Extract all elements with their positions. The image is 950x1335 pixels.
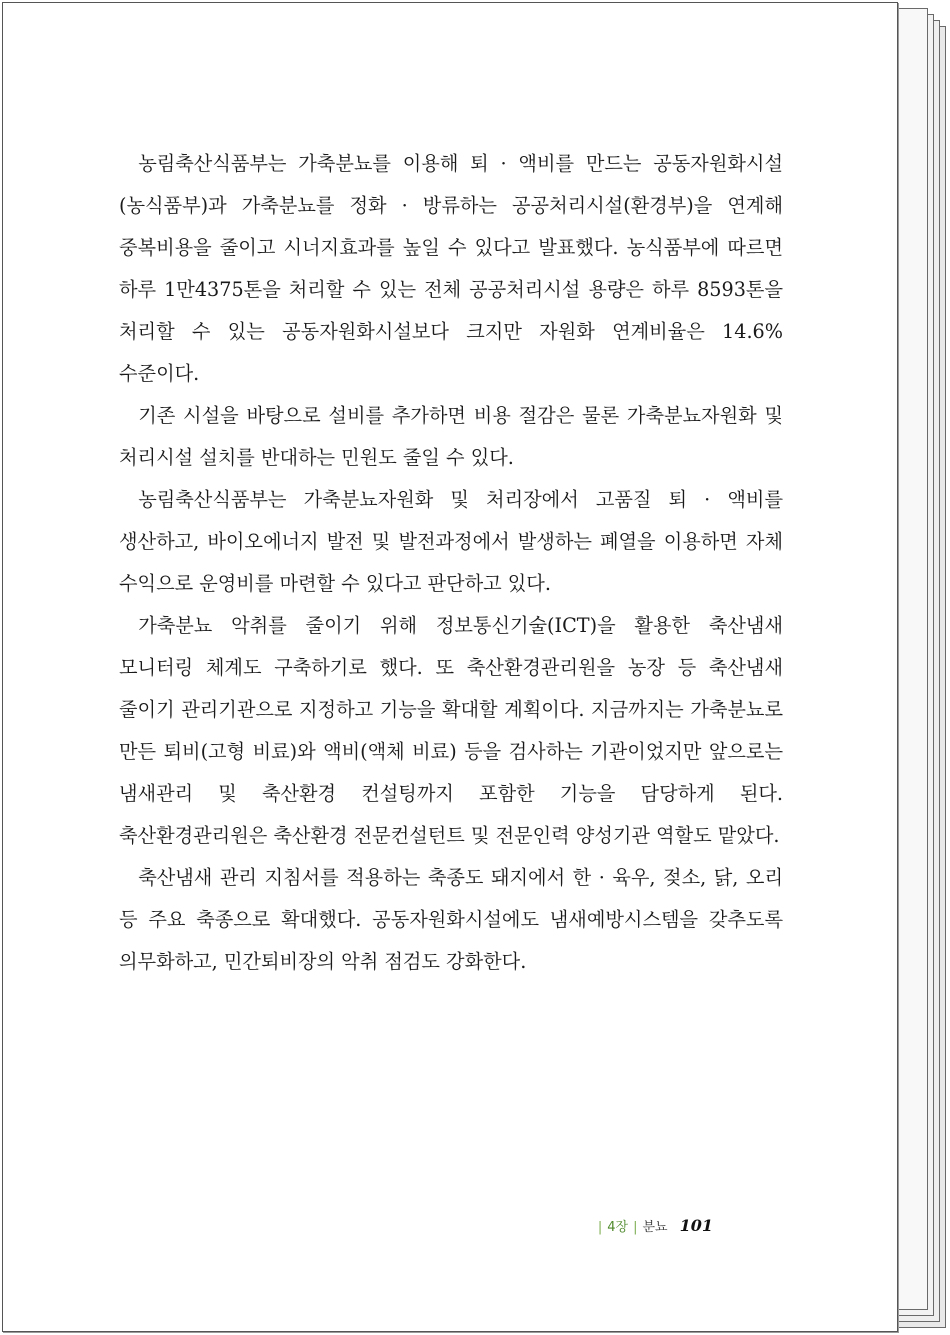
footer-section: 분뇨 <box>642 1220 668 1235</box>
page-number: 101 <box>679 1216 713 1235</box>
footer-divider: | <box>597 1220 603 1235</box>
book-page <box>2 2 898 1332</box>
page-body <box>119 143 783 983</box>
paragraph: 농림축산식품부는 가축분뇨를 이용해 퇴 · 액비를 만드는 공동자원화시설(농식품부)과 가축분뇨를 정화 · 방류하는 공공처리시설(환경부)을 연계해 중복비용을 줄이고 시너지효과를 높일 수 있다고 발표했다. 농식품부에 따르면 하루 1만4375톤을 처리할 수 있는 전체 공공처리시설 용량은 하루 8593톤을 처리할 수 있는 공동자원화시설보다 크지만 자원화 연계비율은 14.6% 수준이다. <box>119 152 783 385</box>
footer-chapter: 4장 <box>607 1220 629 1235</box>
page-footer <box>593 1216 713 1235</box>
footer-divider: | <box>633 1220 638 1235</box>
paragraph: 기존 시설을 바탕으로 설비를 추가하면 비용 절감은 물론 가축분뇨자원화 및 처리시설 설치를 반대하는 민원도 줄일 수 있다. <box>119 404 783 469</box>
paragraph: 가축분뇨 악취를 줄이기 위해 정보통신기술(ICT)을 활용한 축산냄새 모니터링 체계도 구축하기로 했다. 또 축산환경관리원을 농장 등 축산냄새 줄이기 관리기관으로 지정하고 기능을 확대할 계획이다. 지금까지는 가축분뇨로 만든 퇴비(고형 비료)와 액비(액체 비료) 등을 검사하는 기관이었지만 앞으로는 냄새관리 및 축산환경 컨설팅까지 포함한 기능을 담당하게 된다. 축산환경관리원은 축산환경 전문컨설턴트 및 전문인력 양성기관 역할도 맡았다. <box>119 614 783 847</box>
paragraph: 축산냄새 관리 지침서를 적용하는 축종도 돼지에서 한 · 육우, 젖소, 닭, 오리 등 주요 축종으로 확대했다. 공동자원화시설에도 냄새예방시스템을 갖추도록 의무화하고, 민간퇴비장의 악취 점검도 강화한다. <box>119 866 783 973</box>
paragraph: 농림축산식품부는 가축분뇨자원화 및 처리장에서 고품질 퇴 · 액비를 생산하고, 바이오에너지 발전 및 발전과정에서 발생하는 폐열을 이용하면 자체 수익으로 운영비를 마련할 수 있다고 판단하고 있다. <box>119 488 783 595</box>
